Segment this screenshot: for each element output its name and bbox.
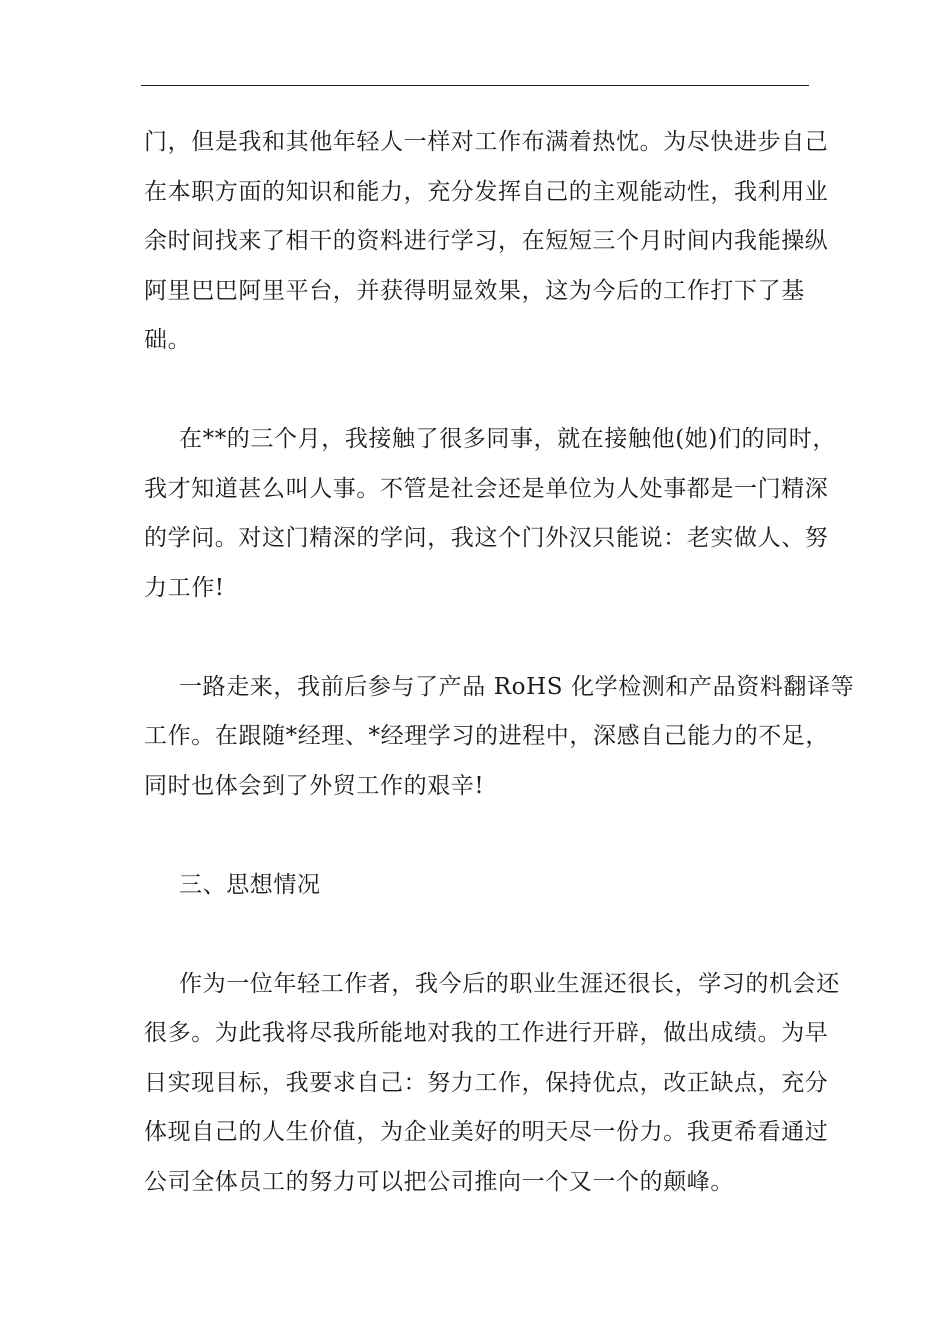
- text-line: 在本职方面的知识和能力，充分发挥自己的主观能动性，我利用业: [144, 178, 829, 205]
- text-line: 余时间找来了相干的资料进行学习，在短短三个月时间内我能操纵: [144, 228, 829, 254]
- text-line: 作为一位年轻工作者，我今后的职业生涯还很长，学习的机会还: [179, 970, 840, 997]
- paragraph-gap: [144, 811, 812, 861]
- text-line: 一路走来，我前后参与了产品 RoHS 化学检测和产品资料翻译等: [179, 673, 855, 700]
- paragraph-continuation: [144, 118, 829, 366]
- section-heading: 三、思想情况: [179, 871, 321, 898]
- text-line: 的学问。对这门精深的学问，我这个门外汉只能说：老实做人、努: [144, 525, 829, 551]
- text-line: 很多。为此我将尽我所能地对我的工作进行开辟，做出成绩。为早: [144, 1020, 829, 1046]
- paragraph-gap: [144, 613, 812, 663]
- document-body: [144, 118, 855, 1207]
- header-rule: [141, 85, 809, 86]
- text-line: 础。: [144, 327, 192, 353]
- paragraph-thoughts: [144, 960, 840, 1208]
- text-line: 同时也体会到了外贸工作的艰辛!: [144, 772, 485, 799]
- text-line: 门，但是我和其他年轻人一样对工作布满着热忱。为尽快进步自己: [144, 129, 829, 155]
- text-line: 公司全体员工的努力可以把公司推向一个又一个的颠峰。: [144, 1168, 734, 1195]
- text-line: 工作。在跟随*经理、*经理学习的进程中，深感自己能力的不足，: [144, 723, 829, 749]
- text-line: 日实现目标，我要求自己：努力工作，保持优点，改正缺点，充分: [144, 1069, 829, 1096]
- paragraph-gap: [144, 366, 812, 416]
- paragraph-work-experience: [144, 663, 855, 812]
- paragraph-colleagues: [144, 415, 836, 613]
- text-line: 我才知道甚么叫人事。不管是社会还是单位为人处事都是一门精深: [144, 475, 829, 502]
- text-line: 体现自己的人生价值，为企业美好的明天尽一份力。我更希看通过: [144, 1119, 829, 1145]
- text-line: 力工作!: [144, 574, 225, 601]
- section-heading-block: [144, 861, 812, 911]
- paragraph-gap: [144, 910, 812, 960]
- text-line: 在**的三个月，我接触了很多同事，就在接触他(她)们的同时，: [179, 426, 836, 452]
- text-line: 阿里巴巴阿里平台，并获得明显效果，这为今后的工作打下了基: [144, 277, 805, 304]
